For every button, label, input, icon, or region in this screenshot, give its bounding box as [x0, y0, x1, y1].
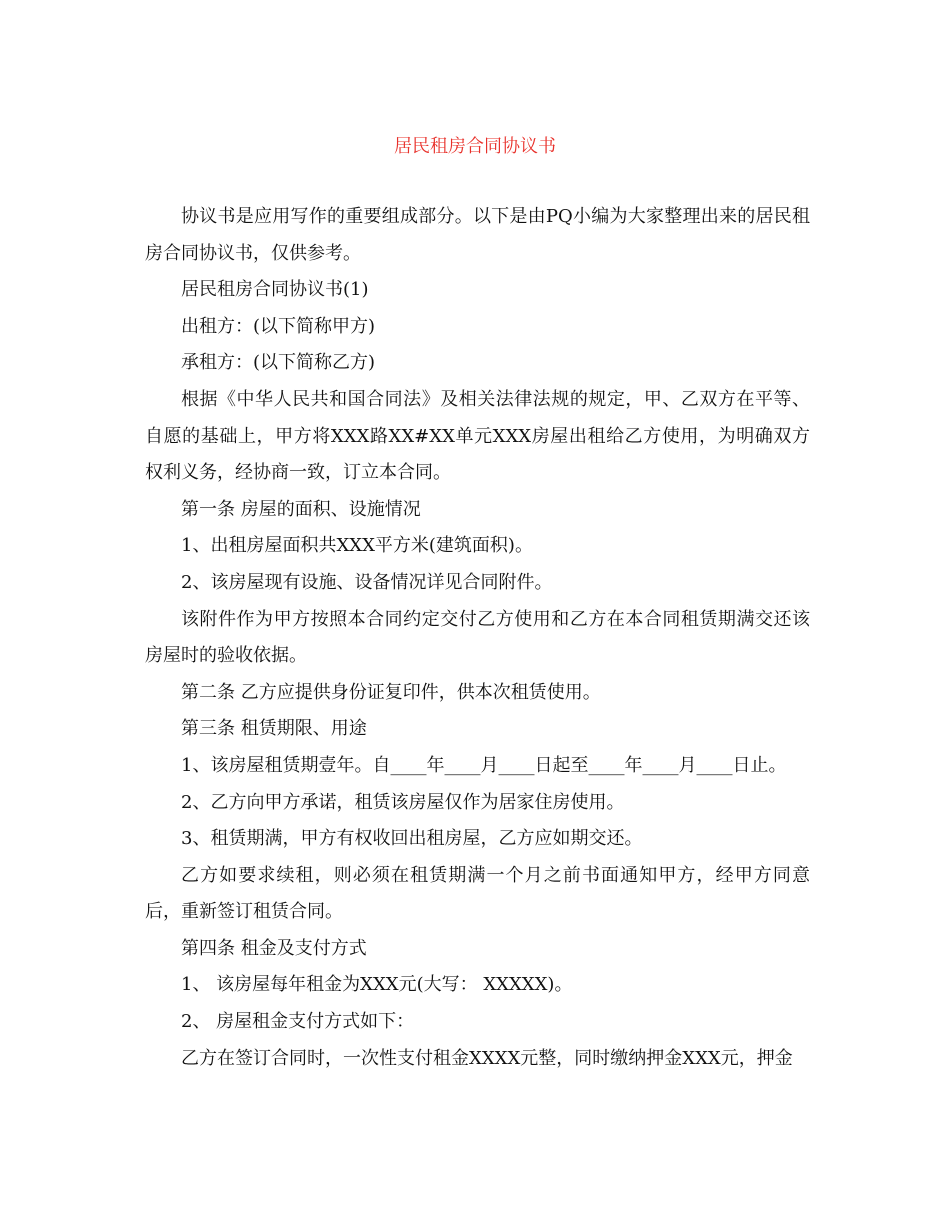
- document-body: [145, 199, 810, 1077]
- paragraph: 1、出租房屋面积共XXX平方米(建筑面积)。: [181, 535, 533, 557]
- paragraph: 承租方：(以下简称乙方): [181, 352, 376, 374]
- article-heading: 第一条 房屋的面积、设施情况: [181, 498, 421, 520]
- document-title: 居民租房合同协议书: [394, 136, 556, 157]
- paragraph: 根据《中华人民共和国合同法》及相关法律法规的规定，甲、乙双方在平等、自愿的基础上，甲方将XXX路XX#XX单元XXX房屋出租给乙方使用，为明确双方权利义务，经协商一致，订立本合同。: [145, 388, 810, 484]
- paragraph: 2、 房屋租金支付方式如下：: [181, 1011, 415, 1033]
- paragraph: 2、该房屋现有设施、设备情况详见合同附件。: [181, 571, 553, 593]
- paragraph: 该附件作为甲方按照本合同约定交付乙方使用和乙方在本合同租赁期满交还该房屋时的验收依据。: [145, 608, 810, 667]
- paragraph: 3、租赁期满，甲方有权收回出租房屋，乙方应如期交还。: [181, 828, 643, 850]
- paragraph: 1、 该房屋每年租金为XXX元(大写： XXXXX)。: [181, 974, 573, 996]
- article-heading: 第四条 租金及支付方式: [181, 937, 367, 959]
- article-heading: 第三条 租赁期限、用途: [181, 718, 367, 740]
- paragraph: 1、该房屋租赁期壹年。自____年____月____日起至____年____月____日止。: [181, 754, 787, 776]
- paragraph: 2、乙方向甲方承诺，租赁该房屋仅作为居家住房使用。: [181, 791, 625, 813]
- paragraph: 协议书是应用写作的重要组成部分。以下是由PQ小编为大家整理出来的居民租房合同协议书，仅供参考。: [145, 206, 810, 264]
- paragraph: 乙方如要求续租，则必须在租赁期满一个月之前书面通知甲方，经甲方同意后，重新签订租赁合同。: [145, 864, 810, 923]
- paragraph: 居民租房合同协议书(1): [181, 279, 369, 301]
- paragraph: 乙方在签订合同时，一次性支付租金XXXX元整，同时缴纳押金XXX元，押金: [181, 1047, 793, 1069]
- article-heading: 第二条 乙方应提供身份证复印件，供本次租赁使用。: [181, 681, 601, 703]
- paragraph: 出租方：(以下简称甲方): [181, 315, 376, 337]
